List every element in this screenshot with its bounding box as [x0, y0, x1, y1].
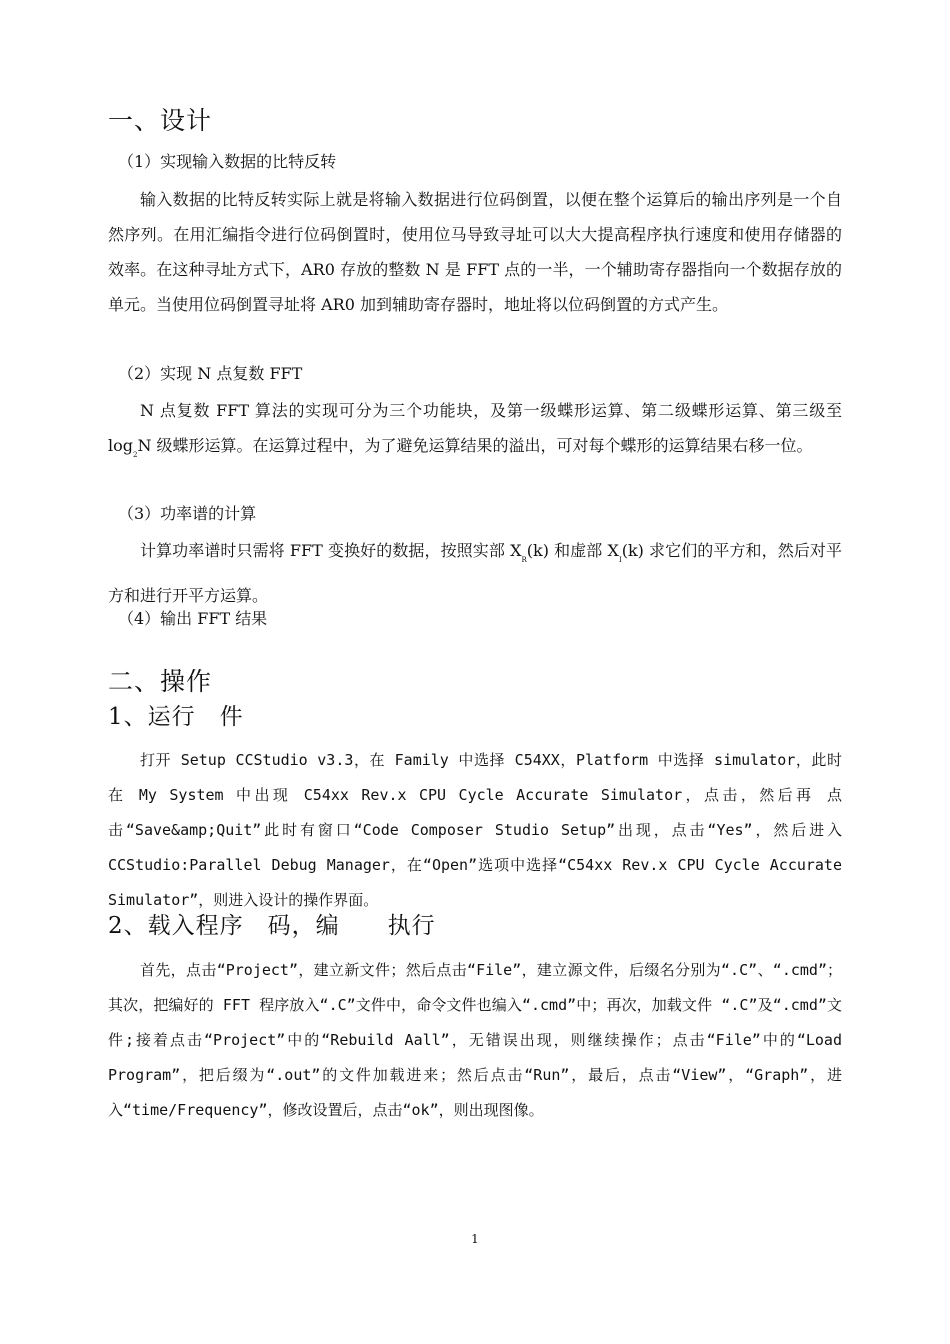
step2-title: 2、载入程序 码，编 执行	[108, 913, 436, 939]
page-number: 1	[471, 1232, 479, 1246]
item1-paragraph: 输入数据的比特反转实际上就是将输入数据进行位码倒置，以便在整个运算后的输出序列是一个自然序列。在用汇编指令进行位码倒置时，使用位马导致寻址可以大大提高程序执行速度和使用存储器的效率。在这种寻址方式下，AR0 存放的整数 N 是 FFT 点的一半，一个辅助寄存器指向一个数据存放的单元。当使用位码倒置寻址将 AR0 加到辅助寄存器时，地址将以位码倒置的方式产生。	[108, 190, 842, 314]
step2-paragraph: 首先，点击“Project”，建立新文件；然后点击“File”，建立源文件，后缀名分别为“.C”、“.cmd”；其次，把编好的 FFT 程序放入“.C”文件中，命令文件也编入“.cmd”中；再次，加载文件 “.C”及“.cmd”文件;接着点击“Project”中的“Rebuild Aall”，无错误出现，则继续操作；点击“File”中的“Load Program”，把后缀为“.out”的文件加载进来；然后点击“Run”，最后，点击“View”，“Graph”，进入“time/Frequency”，修改设置后，点击“ok”，则出现图像。	[108, 961, 842, 1119]
real-part-subscript: R	[521, 556, 527, 564]
item4-title: （4）输出 FFT 结果	[118, 609, 268, 628]
item2-text-a: N 点复数 FFT 算法的实现可分为三个功能块，及第一级蝶形运算、第二级蝶形运算、第三级至 log	[108, 401, 842, 455]
item2-title: （2）实现 N 点复数 FFT	[118, 364, 303, 383]
item2-text-b: N 级蝶形运算。在运算过程中，为了避免运算结果的溢出，可对每个蝶形的运算结果右移一位。	[137, 436, 813, 455]
section1-heading: 一、设计	[108, 106, 213, 135]
item3-text-b: (k) 和虚部 X	[526, 541, 619, 560]
imag-part-subscript: I	[618, 556, 622, 564]
item3-title: （3）功率谱的计算	[118, 504, 257, 523]
step1-paragraph: 打开 Setup CCStudio v3.3，在 Family 中选择 C54XX，Platform 中选择 simulator，此时在 My System 中出现 C54xx Rev.x CPU Cycle Accurate Simulator，点击，然后再 点击“Save&amp;Quit”此时有窗口“Code Composer Studio Setup”出现，点击“Yes”，然后进入 CCStudio:Parallel Debug Manager，在“Open”选项中选择“C54xx Rev.x CPU Cycle Accurate Simulator”，则进入设计的操作界面。	[108, 751, 842, 909]
item3-paragraph	[108, 533, 842, 613]
item3-text-a: 计算功率谱时只需将 FFT 变换好的数据，按照实部 X	[140, 541, 522, 560]
step1-title: 1、运行 件	[108, 704, 244, 730]
item3-text-c: (k) 求它们的平方和，然后对平方和进行开平方运算。	[108, 541, 842, 605]
item1-title: （1）实现输入数据的比特反转	[118, 152, 337, 171]
item2-paragraph	[108, 393, 842, 473]
section2-heading: 二、操作	[108, 667, 213, 696]
log-base-subscript: 2	[133, 451, 138, 459]
